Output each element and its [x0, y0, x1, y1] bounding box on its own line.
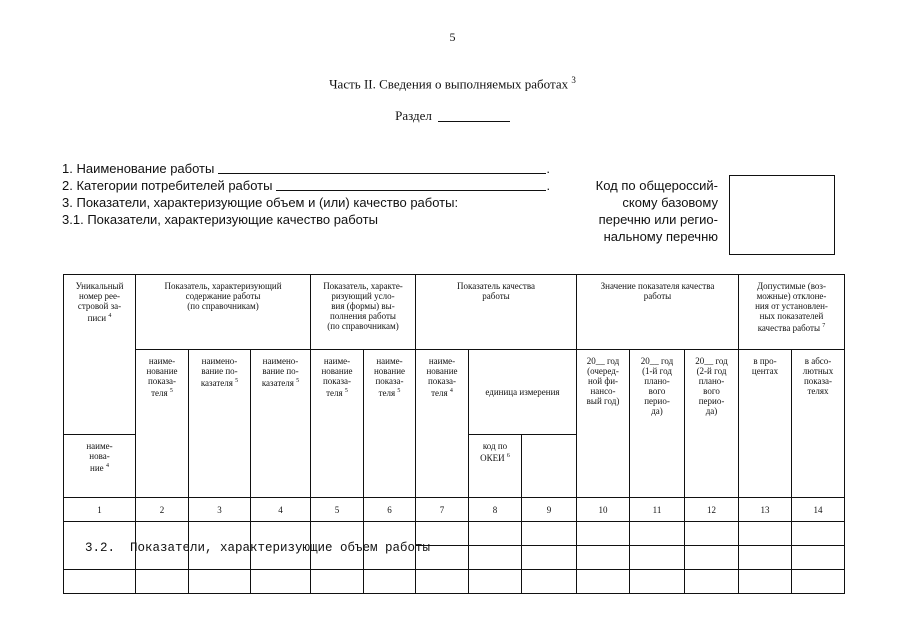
- table-cell[interactable]: [685, 522, 739, 546]
- column-number: 3: [189, 498, 251, 522]
- table-cell[interactable]: [577, 570, 630, 594]
- item-number: 1.: [62, 161, 73, 176]
- table-cell[interactable]: [685, 546, 739, 570]
- volume-section-heading: 3.2. Показатели, характеризующие объем работы: [85, 541, 431, 555]
- code-label: [572, 177, 718, 245]
- table-cell[interactable]: [469, 570, 522, 594]
- table-cell[interactable]: [577, 522, 630, 546]
- item-number: 2.: [62, 178, 73, 193]
- table-cell[interactable]: [136, 570, 189, 594]
- col3-header: наимено- вание по- казателя $^5$: [189, 350, 251, 498]
- table-cell[interactable]: [792, 522, 845, 546]
- col5-header: наиме- нование показа- теля $^5$: [311, 350, 364, 498]
- item-work-name: [62, 160, 550, 177]
- table-cell[interactable]: [251, 570, 311, 594]
- column-number: 5: [311, 498, 364, 522]
- table-cell[interactable]: [469, 522, 522, 546]
- header-quality-indicator: Показатель качества работы: [416, 275, 577, 350]
- col10-header: 20__ год (очеред- ной фи- нансо- вый год): [577, 350, 630, 498]
- item-tail: .: [546, 161, 550, 176]
- column-number: 7: [416, 498, 469, 522]
- item-tail: .: [546, 178, 551, 193]
- header-quality-value: Значение показателя качества работы: [577, 275, 739, 350]
- part-title-text: Часть II. Сведения о выполняемых работах: [329, 76, 569, 92]
- table-cell[interactable]: [64, 570, 136, 594]
- table-cell[interactable]: [311, 570, 364, 594]
- subheader-row: [64, 350, 845, 435]
- table-cell[interactable]: [577, 546, 630, 570]
- item-label: Наименование работы: [76, 161, 215, 176]
- table-cell[interactable]: [739, 570, 792, 594]
- col14-header: в абсо- лютных показа- телях: [792, 350, 845, 498]
- table-cell[interactable]: [416, 570, 469, 594]
- col13-header: в про- центах: [739, 350, 792, 498]
- item-list: [62, 160, 550, 228]
- column-number: 14: [792, 498, 845, 522]
- column-number: 13: [739, 498, 792, 522]
- item-consumer-categories: [62, 177, 550, 194]
- col8-header: наиме- нова- ние $^4$: [64, 435, 136, 498]
- data-row: [64, 570, 845, 594]
- header-unique-number: Уникальный номер рее- стровой за- писи $^4$: [64, 275, 136, 435]
- header-row: [64, 275, 845, 350]
- table-cell[interactable]: [522, 570, 577, 594]
- item-number: 3.: [62, 195, 73, 210]
- table-cell[interactable]: [189, 570, 251, 594]
- table-cell[interactable]: [522, 546, 577, 570]
- code-label-line: нальному перечню: [603, 229, 718, 244]
- unit-header: единица измерения: [469, 350, 577, 435]
- column-number: 1: [64, 498, 136, 522]
- col7-header: наиме- нование показа- теля $^4$: [416, 350, 469, 498]
- item-label: Показатели, характеризующие объем и (или) качество работы:: [76, 195, 459, 210]
- item-label: Показатели, характеризующие качество работы: [87, 212, 378, 227]
- section-line: [0, 108, 905, 124]
- part-title: [0, 75, 905, 92]
- table-cell[interactable]: [630, 546, 685, 570]
- table-cell[interactable]: [792, 570, 845, 594]
- column-number: 4: [251, 498, 311, 522]
- item-quality-indicators: [62, 211, 550, 228]
- column-number: 9: [522, 498, 577, 522]
- col11-header: 20__ год (1-й год плано- вого перио- да): [630, 350, 685, 498]
- col4-header: наимено- вание по- казателя $^5$: [251, 350, 311, 498]
- table-cell[interactable]: [522, 522, 577, 546]
- part-title-footnote: 3: [571, 75, 576, 85]
- consumer-categories-field[interactable]: [276, 178, 546, 191]
- item-number: 3.1.: [62, 212, 84, 227]
- col9-header: код по ОКЕИ $^6$: [469, 435, 522, 498]
- table-cell[interactable]: [792, 546, 845, 570]
- col6-header: наиме- нование показа- теля $^5$: [364, 350, 416, 498]
- column-number: 8: [469, 498, 522, 522]
- header-content-indicator: Показатель, характеризующий содержание работы (по справочникам): [136, 275, 311, 350]
- code-label-line: Код по общероссий-: [595, 178, 718, 193]
- item-label: Категории потребителей работы: [76, 178, 273, 193]
- column-number: 6: [364, 498, 416, 522]
- table-cell[interactable]: [364, 570, 416, 594]
- page-number: 5: [449, 30, 456, 44]
- work-name-field[interactable]: [218, 161, 546, 174]
- column-number: 12: [685, 498, 739, 522]
- column-number: 11: [630, 498, 685, 522]
- code-box[interactable]: [729, 175, 835, 255]
- code-label-line: перечню или регио-: [598, 212, 718, 227]
- col2-header: наиме- нование показа- теля $^5$: [136, 350, 189, 498]
- code-label-line: скому базовому: [622, 195, 718, 210]
- item-volume-quality: [62, 194, 550, 211]
- header-conditions-indicator: Показатель, характе- ризующий усло- вия (формы) вы- полнения работы (по справочникам): [311, 275, 416, 350]
- table-cell[interactable]: [469, 546, 522, 570]
- section-label: Раздел: [395, 108, 432, 123]
- col12-header: 20__ год (2-й год плано- вого перио- да): [685, 350, 739, 498]
- table-cell[interactable]: [630, 522, 685, 546]
- column-number: 10: [577, 498, 630, 522]
- table-cell[interactable]: [739, 546, 792, 570]
- table-cell[interactable]: [685, 570, 739, 594]
- column-number-row: [64, 498, 845, 522]
- section-blank-field[interactable]: [438, 109, 510, 122]
- column-number: 2: [136, 498, 189, 522]
- table-cell[interactable]: [739, 522, 792, 546]
- header-allowed-deviation: Допустимые (воз- можные) отклоне- ния от установлен- ных показателей качества работы $^7$: [739, 275, 845, 350]
- table-cell[interactable]: [630, 570, 685, 594]
